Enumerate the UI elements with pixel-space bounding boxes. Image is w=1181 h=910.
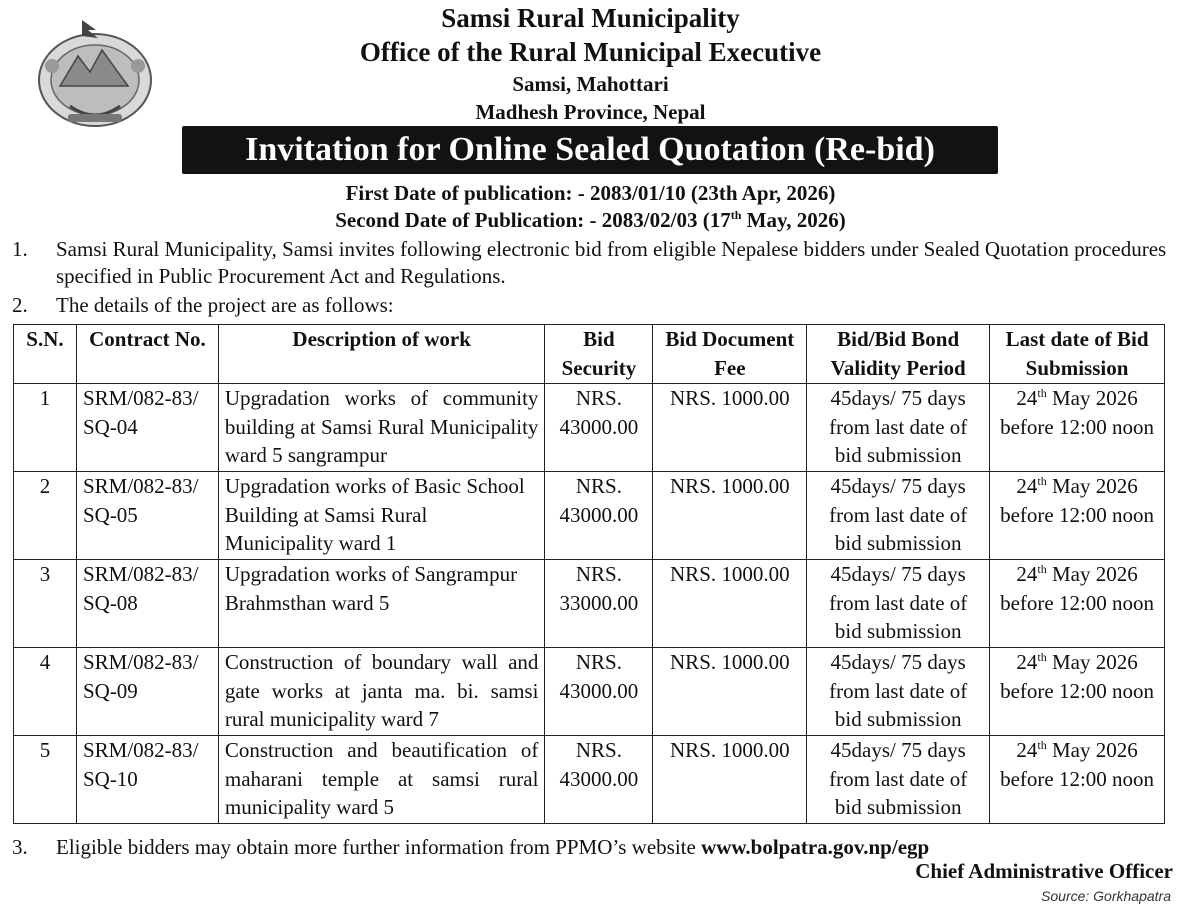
cell-last-date: 24th May 2026 before 12:00 noon — [990, 472, 1165, 560]
cell-contract-no: SRM/082-83/ SQ-10 — [76, 736, 218, 824]
source-credit: Source: Gorkhapatra — [1041, 888, 1171, 904]
table-row — [14, 736, 1165, 824]
cell-last-date: 24th May 2026 before 12:00 noon — [990, 736, 1165, 824]
cell-bid-document-fee: NRS. 1000.00 — [653, 472, 807, 560]
office-location: Samsi, Mahottari — [512, 72, 669, 96]
cell-bid-document-fee: NRS. 1000.00 — [653, 648, 807, 736]
paragraph-number: 3. — [12, 835, 28, 859]
cell-sn: 3 — [14, 560, 77, 648]
cell-description: Upgradation works of community building at Samsi Rural Municipality ward 5 sangrampur — [218, 384, 545, 472]
cell-bid-security: NRS. 43000.00 — [545, 736, 653, 824]
signatory-title: Chief Administrative Officer — [915, 859, 1173, 883]
header-contract-no: Contract No. — [76, 325, 218, 384]
cell-validity-period: 45days/ 75 days from last date of bid submission — [807, 736, 990, 824]
cell-description: Construction of boundary wall and gate works at janta ma. bi. samsi rural municipality ward 7 — [218, 648, 545, 736]
municipality-name: Samsi Rural Municipality — [441, 3, 740, 33]
cell-contract-no: SRM/082-83/ SQ-04 — [76, 384, 218, 472]
cell-validity-period: 45days/ 75 days from last date of bid submission — [807, 648, 990, 736]
table-row — [14, 648, 1165, 736]
cell-sn: 4 — [14, 648, 77, 736]
notice-title-banner: Invitation for Online Sealed Quotation (Re-bid) — [182, 126, 998, 174]
cell-bid-security: NRS. 43000.00 — [545, 384, 653, 472]
first-publication-date: First Date of publication: - 2083/01/10 (23th Apr, 2026) — [345, 181, 836, 205]
province-location: Madhesh Province, Nepal — [475, 100, 706, 124]
office-name: Office of the Rural Municipal Executive — [359, 37, 822, 67]
cell-bid-document-fee: NRS. 1000.00 — [653, 560, 807, 648]
table-header-row — [14, 325, 1165, 384]
paragraph-1 — [12, 236, 1172, 292]
header-bid-document-fee: Bid Document Fee — [653, 325, 807, 384]
cell-sn: 1 — [14, 384, 77, 472]
project-details-table — [13, 324, 1165, 824]
header-bid-security: Bid Security — [545, 325, 653, 384]
cell-last-date: 24th May 2026 before 12:00 noon — [990, 384, 1165, 472]
paragraph-text: Eligible bidders may obtain more further information from PPMO’s website www.bolpatra.gov.np/egp — [56, 835, 930, 859]
paragraph-text: The details of the project are as follows: — [56, 293, 394, 317]
cell-contract-no: SRM/082-83/ SQ-09 — [76, 648, 218, 736]
cell-validity-period: 45days/ 75 days from last date of bid submission — [807, 560, 990, 648]
cell-last-date: 24th May 2026 before 12:00 noon — [990, 560, 1165, 648]
cell-validity-period: 45days/ 75 days from last date of bid submission — [807, 472, 990, 560]
cell-validity-period: 45days/ 75 days from last date of bid submission — [807, 384, 990, 472]
cell-contract-no: SRM/082-83/ SQ-08 — [76, 560, 218, 648]
table-row — [14, 472, 1165, 560]
cell-bid-document-fee: NRS. 1000.00 — [653, 736, 807, 824]
header-validity-period: Bid/Bid Bond Validity Period — [807, 325, 990, 384]
cell-description: Construction and beautification of maharani temple at samsi rural municipality ward 5 — [218, 736, 545, 824]
cell-bid-document-fee: NRS. 1000.00 — [653, 384, 807, 472]
header-sn: S.N. — [14, 325, 77, 384]
cell-last-date: 24th May 2026 before 12:00 noon — [990, 648, 1165, 736]
ppmo-website-link[interactable]: www.bolpatra.gov.np/egp — [701, 835, 930, 859]
cell-bid-security: NRS. 43000.00 — [545, 648, 653, 736]
cell-bid-security: NRS. 33000.00 — [545, 560, 653, 648]
table-row — [14, 384, 1165, 472]
paragraph-text: Samsi Rural Municipality, Samsi invites following electronic bid from eligible Nepalese bidders under Sealed Quotation procedures specified in Public Procurement Act and Regulations. — [56, 237, 1167, 288]
paragraph-number: 1. — [12, 237, 28, 261]
paragraph-number: 2. — [12, 293, 28, 317]
header-last-date: Last date of Bid Submission — [990, 325, 1165, 384]
table-row — [14, 560, 1165, 648]
paragraph-2 — [12, 292, 1172, 320]
header-description: Description of work — [218, 325, 545, 384]
cell-contract-no: SRM/082-83/ SQ-05 — [76, 472, 218, 560]
cell-bid-security: NRS. 43000.00 — [545, 472, 653, 560]
cell-sn: 5 — [14, 736, 77, 824]
cell-sn: 2 — [14, 472, 77, 560]
second-publication-date: Second Date of Publication: - 2083/02/03 (17th May, 2026) — [335, 208, 846, 232]
cell-description: Upgradation works of Basic School Building at Samsi Rural Municipality ward 1 — [218, 472, 545, 560]
cell-description: Upgradation works of Sangrampur Brahmsthan ward 5 — [218, 560, 545, 648]
